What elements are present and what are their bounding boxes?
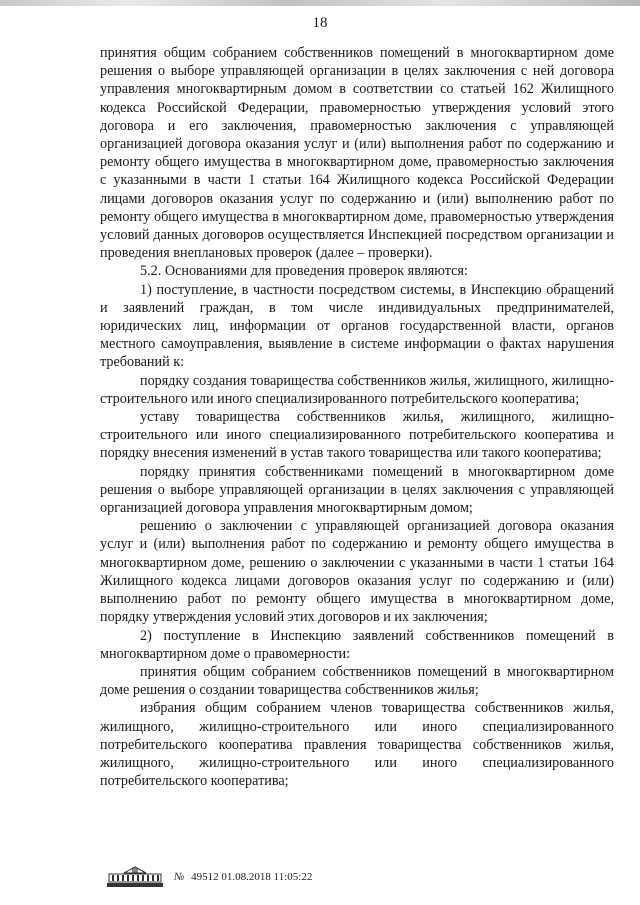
paragraph-item-2-creation: принятия общим собранием собственников помещений в многоквартирном доме решения о создании товарищества собственников жилья; [100, 663, 614, 699]
paragraph-item-1: 1) поступление, в частности посредством системы, в Инспекцию обращений и заявлений граждан, в том числе индивидуальных предпринимателей, юридических лиц, информации от органов государственной власти, органов местного самоуправления, выявление в системе информации о фактах нарушения требований к: [100, 281, 614, 371]
document-body [100, 44, 614, 790]
building-emblem-icon [106, 866, 164, 888]
doc-number-mark: № [174, 871, 185, 883]
paragraph-item-2: 2) поступление в Инспекцию заявлений собственников помещений в многоквартирном доме о правомерности: [100, 627, 614, 662]
paragraph-item-2-election: избрания общим собранием членов товарищества собственников жилья, жилищного, жилищно-строительного или иного специализированного потребительского кооператива правления товарищества собственников жилья, жилищного, жилищно-строительного или иного специализированного потребительского кооператива; [100, 700, 614, 790]
scan-top-edge [0, 0, 640, 6]
paragraph-continuation: принятия общим собранием собственников помещений в многоквартирном доме решения о выборе управляющей организации в целях заключения с ней договора управления многоквартирным домом в соответствии со статьей 162 Жилищного кодекса Российской Федерации, правомерностью утверждения условий этого договора и его заключения, правомерностью заключения с управляющей организацией договора оказания услуг и (или) выполнения работ по содержанию и ремонту общего имущества в многоквартирном доме, правомерностью заключения с указанными в части 1 статьи 164 Жилищного кодекса Российской Федерации лицами договоров оказания услуг по содержанию и (или) выполнению работ по ремонту общего имущества в многоквартирном доме, правомерностью утверждения условий данных договоров осуществляется Инспекцией посредством организации и проведения внеплановых проверок (далее – проверки). [100, 45, 614, 262]
doc-number: 49512 [191, 871, 219, 883]
paragraph-item-1-creation: порядку создания товарищества собственников жилья, жилищного, жилищно-строительного или иного специализированного потребительского кооператива; [100, 372, 615, 407]
doc-timestamp: 01.08.2018 11:05:22 [221, 871, 313, 883]
paragraph-item-1-charter: уставу товарищества собственников жилья, жилищного, жилищно-строительного или иного специализированного потребительского кооператива и порядку внесения изменений в устав такого товарищества или такого кооператива; [100, 409, 614, 462]
page-number: 18 [312, 15, 328, 31]
paragraph-section-5-2: 5.2. Основаниями для проведения проверок являются: [140, 263, 468, 280]
footer-stamp [106, 864, 312, 890]
paragraph-item-1-selection: порядку принятия собственниками помещений в многоквартирном доме решения о выборе управляющей организации в целях заключения с управляющей организацией договора управления многоквартирным домом; [100, 463, 614, 517]
paragraph-item-1-decision: решению о заключении с управляющей организацией договора оказания услуг и (или) выполнения работ по содержанию и ремонту общего имущества в многоквартирном доме, решению о заключении с указанными в части 1 статьи 164 Жилищного кодекса лицами договоров оказания услуг по содержанию и (или) выполнению работ по ремонту общего имущества в многоквартирном доме, порядку утверждения условий этих договоров и их заключения; [100, 518, 614, 626]
document-registration [174, 871, 312, 883]
